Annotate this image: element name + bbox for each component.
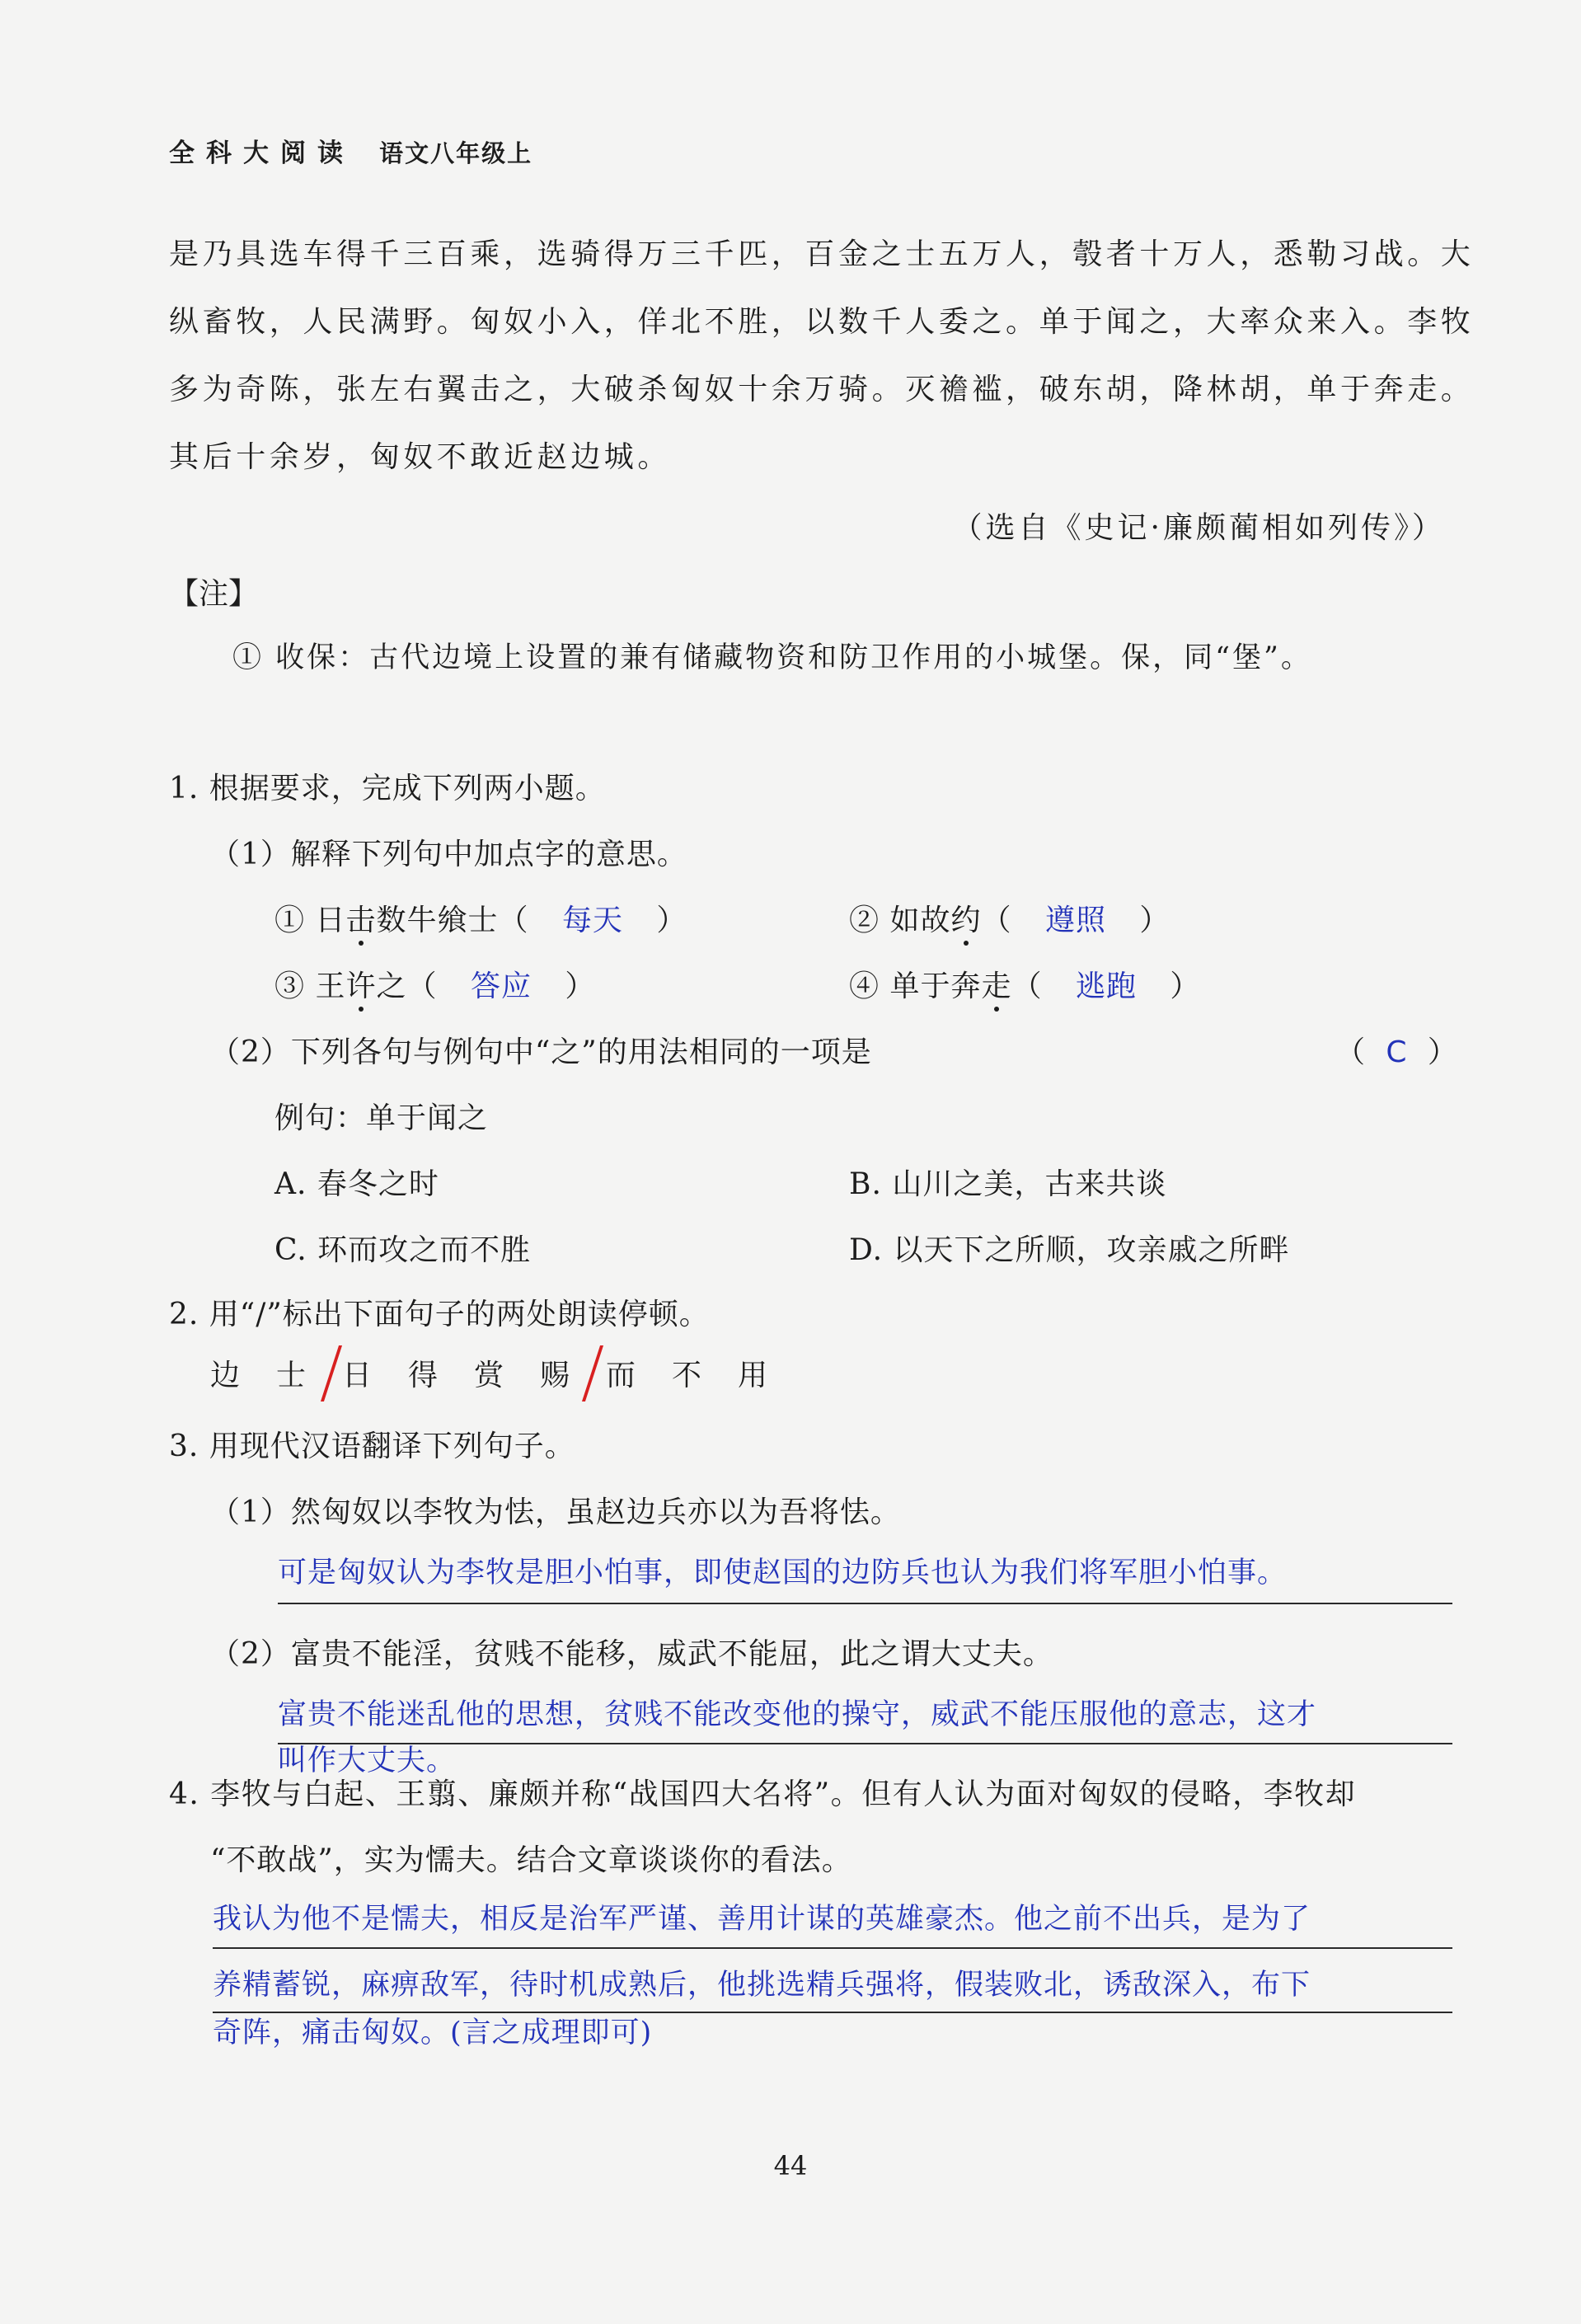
q1-sub2-answer-box [1335, 1029, 1458, 1071]
sentence-char: 日 [342, 1359, 373, 1392]
answer-4-line-2: 养精蓄锐，麻痹敌军，待时机成熟后，他挑选精兵强将，假装败北，诱敌深入，布下 [213, 1969, 1311, 2002]
question-3-sentence-1: （1）然匈奴以李牧为怯，虽赵边兵亦以为吾将怯。 [210, 1495, 901, 1529]
header-brand: 全科大阅读 [169, 139, 354, 168]
sentence-char: 不 [672, 1359, 702, 1392]
item-number: ① [274, 904, 306, 937]
item-text: 数牛飨士（ [376, 904, 529, 937]
item-text: 日 [315, 904, 346, 937]
option-d: D. 以天下之所顺，攻亲戚之所畔 [849, 1233, 1290, 1267]
question-3-title: 3. 用现代汉语翻译下列句子。 [169, 1430, 575, 1463]
item-close: ） [565, 970, 596, 1003]
page-header [169, 132, 532, 169]
q1-item-2 [849, 897, 1170, 939]
item-text: （ [1011, 970, 1043, 1003]
option-b: B. 山川之美，古来共谈 [849, 1167, 1167, 1201]
q1-item-4 [849, 963, 1200, 1005]
answer-4-line-3: 奇阵，痛击匈奴。(言之成理即可) [213, 2016, 653, 2049]
option-a: A. 春冬之时 [274, 1167, 439, 1201]
dotted-char: 走 [981, 963, 1011, 1005]
sentence-char: 士 [276, 1359, 307, 1392]
answer-line [213, 1947, 1452, 1949]
item-text: 如故 [889, 904, 951, 937]
answer-text: 逃跑 [1075, 970, 1137, 1003]
example-sentence: 例句：单于闻之 [274, 1101, 489, 1135]
answer-text: 答应 [470, 970, 532, 1003]
item-close: ） [1170, 970, 1201, 1003]
item-number: ② [849, 904, 880, 937]
header-subtitle: 语文八年级上 [379, 139, 533, 167]
q1-item-1 [274, 897, 687, 939]
item-text: （ [981, 904, 1012, 937]
item-text: 之（ [376, 970, 438, 1003]
question-4-title-line-1: 4. 李牧与白起、王翦、廉颇并称“战国四大名将”。但有人认为面对匈奴的侵略，李牧却 [169, 1777, 1357, 1811]
passage-line-3: 多为奇陈，张左右翼击之，大破杀匈奴十余万骑。灭襜褴，破东胡，降林胡，单于奔走。 [169, 373, 1475, 406]
q1-item-3 [274, 963, 595, 1005]
dotted-char: 击 [345, 897, 376, 939]
question-2-title: 2. 用“/”标出下面句子的两处朗读停顿。 [169, 1298, 710, 1331]
answer-choice: C [1386, 1035, 1408, 1069]
paren-close: ） [1427, 1035, 1458, 1069]
answer-line [278, 1603, 1452, 1604]
answer-text: 每天 [561, 904, 623, 937]
item-text: 单于奔 [889, 970, 982, 1003]
answer-3-2-line-2: 叫作大丈夫。 [278, 1744, 457, 1777]
answer-4-line-1: 我认为他不是懦夫，相反是治军严谨、善用计谋的英雄豪杰。他之前不出兵，是为了 [213, 1903, 1311, 1936]
question-1-title: 1. 根据要求，完成下列两小题。 [169, 772, 606, 805]
page-number: 44 [773, 2150, 808, 2181]
item-number: ③ [274, 970, 306, 1003]
paren-open: （ [1335, 1035, 1367, 1069]
answer-3-1: 可是匈奴认为李牧是胆小怕事，即使赵国的边防兵也认为我们将军胆小怕事。 [278, 1556, 1288, 1589]
passage-source: （选自《史记·廉颇蔺相如列传》） [952, 511, 1445, 545]
passage-line-4: 其后十余岁，匈奴不敢近赵边城。 [169, 440, 672, 474]
sentence-char: 赏 [474, 1359, 504, 1392]
sentence-char: 赐 [540, 1359, 570, 1392]
passage-line-1: 是乃具选车得千三百乘，选骑得万三千匹，百金之士五万人，彀者十万人，悉勒习战。大 [169, 237, 1475, 271]
option-c: C. 环而攻之而不胜 [274, 1233, 532, 1267]
sentence-char: 用 [738, 1359, 768, 1392]
sentence-char: 而 [606, 1359, 636, 1392]
answer-3-2-line-1: 富贵不能迷乱他的思想，贫贱不能改变他的操守，威武不能压服他的意志，这才 [278, 1698, 1317, 1731]
passage-line-2: 纵畜牧，人民满野。匈奴小入，佯北不胜，以数千人委之。单于闻之，大率众来入。李牧 [169, 305, 1475, 339]
note-text: ① 收保：古代边境上设置的兼有储藏物资和防卫作用的小城堡。保，同“堡”。 [232, 641, 1312, 674]
dotted-char: 约 [950, 897, 981, 939]
pause-sentence [210, 1352, 804, 1394]
question-1-sub2: （2）下列各句与例句中“之”的用法相同的一项是 [210, 1035, 872, 1069]
question-4-title-line-2: “不敢战”，实为懦夫。结合文章谈谈你的看法。 [210, 1843, 852, 1877]
sentence-char: 得 [408, 1359, 439, 1392]
item-close: ） [656, 904, 687, 937]
item-text: 王 [315, 970, 346, 1003]
sentence-char: 边 [210, 1359, 241, 1392]
question-1-sub1: （1）解释下列句中加点字的意思。 [210, 838, 687, 871]
answer-text: 遵照 [1044, 904, 1106, 937]
item-number: ④ [849, 970, 880, 1003]
item-close: ） [1139, 904, 1171, 937]
question-3-sentence-2: （2）富贵不能淫，贫贱不能移，威武不能屈，此之谓大丈夫。 [210, 1637, 1053, 1671]
dotted-char: 许 [345, 963, 376, 1005]
note-heading: 【注】 [169, 577, 259, 611]
